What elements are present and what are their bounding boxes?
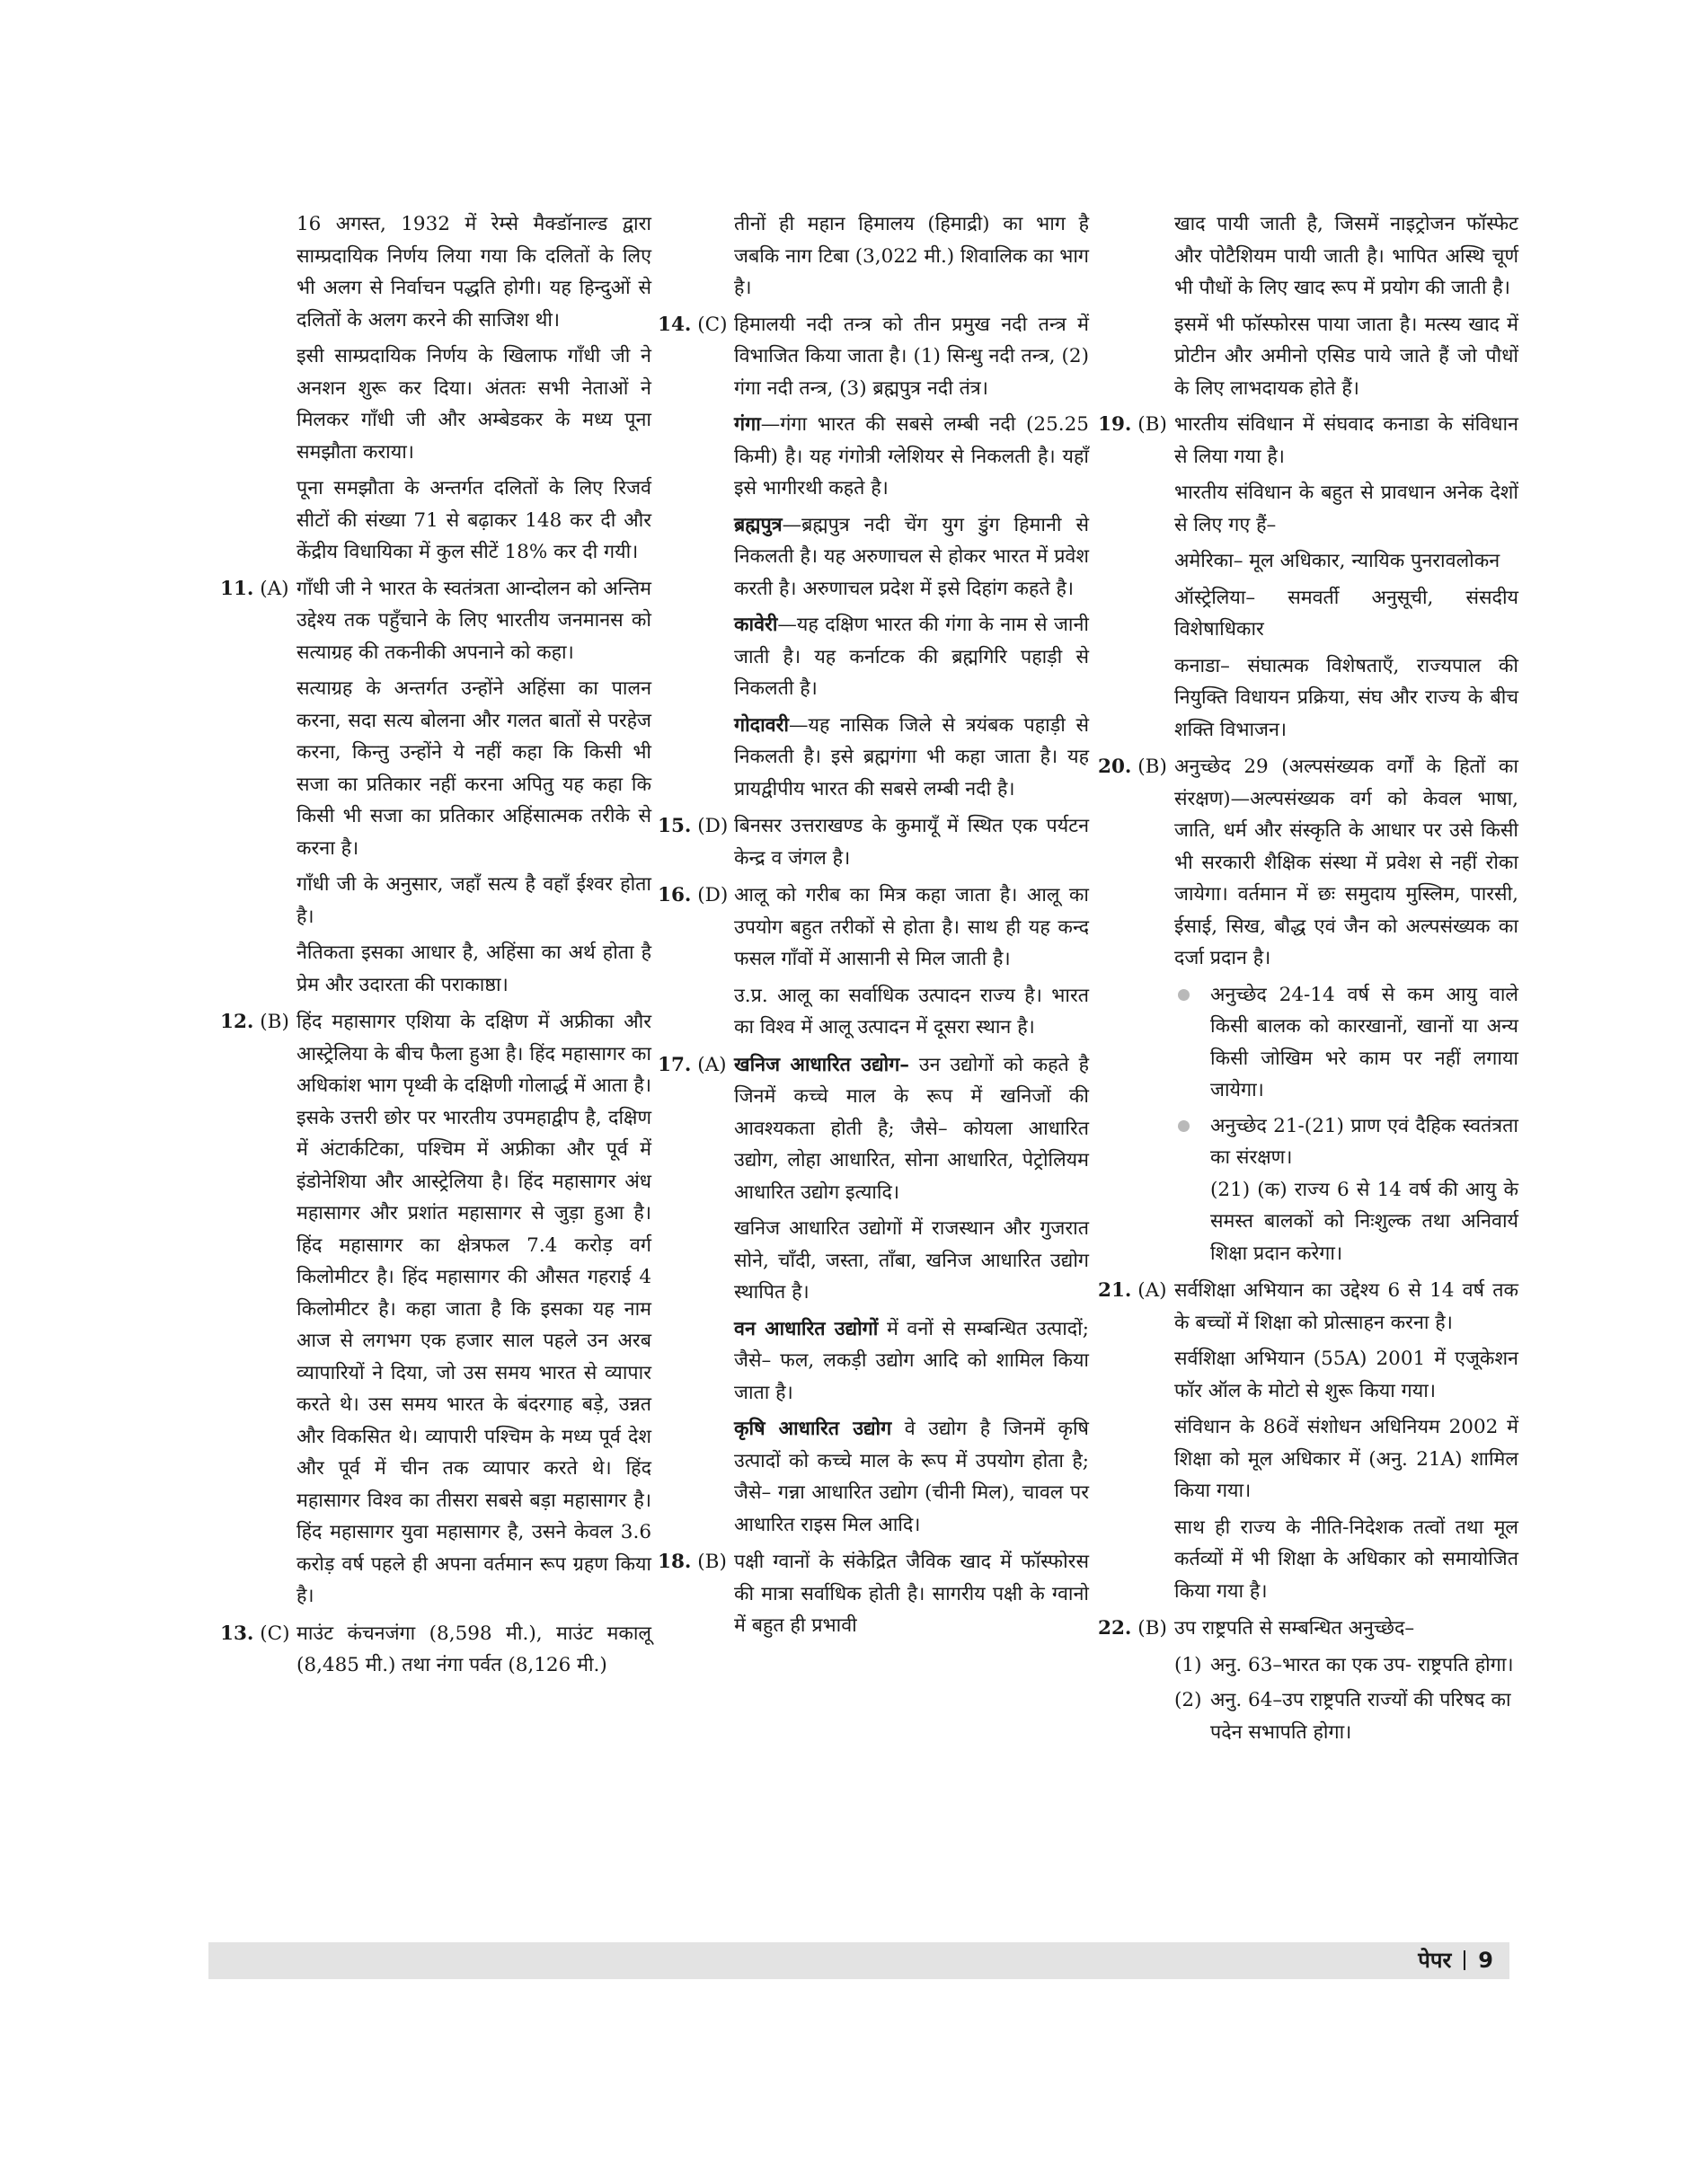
list-item-text: अनुच्छेद 24-14 वर्ष से कम आयु वाले किसी बालक को कारखानों, खानों या अन्य किसी जोखिम भरे काम पर नहीं लगाया जायेगा। <box>1210 983 1518 1101</box>
paragraph: सत्याग्रह के अन्तर्गत उन्होंने अहिंसा का पालन करना, सदा सत्य बोलना और गलत बातों से परहेज करना, किन्तु उन्होंने ये नहीं कहा कि किसी भी सजा का प्रतिकार नहीं करना अपितु यह कहा कि किसी भी सजा का प्रतिकार अहिंसात्मक तरीके से करना है। <box>296 677 651 860</box>
question-number: 11. <box>220 577 254 600</box>
answer-15 <box>658 810 1089 874</box>
term-text: —ब्रह्मपुत्र नदी चेंग युग डुंग हिमानी से निकलती है। यह अरुणाचल से होकर भारत में प्रवेश करती है। अरुणाचल प्रदेश में इसे दिहांग कहते है। <box>734 513 1089 600</box>
paragraph: 16 अगस्त, 1932 में रेम्से मैक्डॉनाल्ड द्वारा साम्प्रदायिक निर्णय लिया गया कि दलितों के लिए भी अलग से निर्वाचन पद्धति होगी। यह हिन्दुओं से दलितों के अलग करने की साजिश थी। <box>296 213 651 332</box>
answer-11 <box>220 573 651 1002</box>
paragraph: गाँधी जी ने भारत के स्वतंत्रता आन्दोलन को अन्तिम उद्देश्य तक पहुँचाने के लिए भारतीय जनमानस को सत्याग्रह की तकनीकी अपनाने को कहा। <box>296 577 651 664</box>
answer-option: (D) <box>697 815 729 837</box>
footer-label: पेपर <box>1418 1948 1452 1973</box>
answer-22 <box>1098 1613 1518 1748</box>
paragraph: हिंद महासागर एशिया के दक्षिण में अफ्रीका और आस्ट्रेलिया के बीच फैला हुआ है। हिंद महासागर का अधिकांश भाग पृथ्वी के दक्षिणी गोलार्द्ध में आता है। इसके उत्तरी छोर पर भारतीय उपमहाद्वीप है, दक्षिण में अंटार्कटिका, पश्चिम में अफ्रीका और पूर्व में इंडोनेशिया और आस्ट्रेलिया है। हिंद महासागर अंध महासागर और प्रशांत महासागर से जुड़ा हुआ है। हिंद महासागर का क्षेत्रफल 7.4 करोड़ वर्ग किलोमीटर है। हिंद महासागर की औसत गहराई 4 किलोमीटर है। कहा जाता है कि इसका यह नाम आज से लगभग एक हजार साल पहले उन अरब व्यापारियों ने दिया, जो उस समय भारत से व्यापार करते थे। उस समय भारत के बंदरगाह बड़े, उन्नत और विकसित थे। व्यापारी पश्चिम के मध्य पूर्व देश और पूर्व में चीन तक व्यापार करते थे। हिंद महासागर विश्व का तीसरा सबसे बड़ा महासागर है। हिंद महासागर युवा महासागर है, उसने केवल 3.6 करोड़ वर्ष पहले ही अपना वर्तमान रूप ग्रहण किया है। <box>296 1011 651 1607</box>
paragraph: सर्वशिक्षा अभियान का उद्देश्य 6 से 14 वर्ष तक के बच्चों में शिक्षा को प्रोत्साहन करना है। <box>1174 1279 1518 1334</box>
paragraph: अमेरिका– मूल अधिकार, न्यायिक पुनरावलोकन <box>1174 550 1500 572</box>
paragraph: आलू को गरीब का मित्र कहा जाता है। आलू का उपयोग बहुत तरीकों से होता है। साथ ही यह कन्द फसल गाँवों में आसानी से मिल जाती है। <box>734 884 1089 970</box>
answer-12 <box>220 1006 651 1613</box>
answer-label <box>658 309 727 341</box>
term-text: वे उद्योग है जिनमें कृषि उत्पादों को कच्चे माल के रूप में उपयोग होता है; जैसे– गन्ना आधारित उद्योग (चीनी मिल), चावल पर आधारित राइस मिल आदि। <box>734 1418 1089 1536</box>
column-2 <box>658 208 1089 1648</box>
paragraph: माउंट कंचनजंगा (8,598 मी.), माउंट मकालू (8,485 मी.) तथा नंगा पर्वत (8,126 मी.) <box>296 1622 651 1676</box>
answer-16 <box>658 880 1089 1044</box>
answer-option: (A) <box>1137 1279 1167 1302</box>
answer-label <box>658 1049 727 1082</box>
question-number: 12. <box>220 1011 254 1033</box>
answer-label <box>1098 1275 1167 1307</box>
paragraph: इसमें भी फॉस्फोरस पाया जाता है। मत्स्य खाद में प्रोटीन और अमीनो एसिड पाये जाते हैं जो पौधों के लिए लाभदायक होते हैं। <box>1174 313 1518 400</box>
sub-item-number: (1) <box>1174 1653 1202 1676</box>
answer-label <box>1098 751 1167 783</box>
footer-text <box>1418 1945 1493 1976</box>
paragraph: कनाडा– संघात्मक विशेषताएँ, राज्यपाल की नियुक्ति विधायन प्रक्रिया, संघ और राज्य के बीच शक्ति विभाजन। <box>1174 654 1518 741</box>
paragraph: खाद पायी जाती है, जिसमें नाइट्रोजन फॉस्फेट और पोटैशियम पायी जाती है। भापित अस्थि चूर्ण भी पौधों के लिए खाद रूप में प्रयोग की जाती है। <box>1174 213 1518 299</box>
paragraph: भारतीय संविधान में संघवाद कनाडा के संविधान से लिया गया है। <box>1174 413 1518 468</box>
paragraph: उप राष्ट्रपति से सम्बन्धित अनुच्छेद– <box>1174 1617 1415 1640</box>
list-item <box>1174 979 1518 1107</box>
sub-item-text: अनु. 63–भारत का एक उप- राष्ट्रपति होगा। <box>1210 1653 1514 1676</box>
answer-option: (B) <box>1137 413 1167 436</box>
paragraph: ऑस्ट्रेलिया– समवर्ती अनुसूची, संसदीय विशेषाधिकार <box>1174 586 1518 641</box>
q13-continuation <box>658 208 1089 305</box>
answer-label <box>220 1006 289 1039</box>
paragraph: तीनों ही महान हिमालय (हिमाद्री) का भाग है जबकि नाग टिबा (3,022 मी.) शिवालिक का भाग है। <box>734 213 1089 299</box>
term-text: में वनों से सम्बन्धित उत्पादों; जैसे– फल, लकड़ी उद्योग आदि को शामिल किया जाता है। <box>734 1317 1089 1404</box>
question-number: 17. <box>658 1053 692 1076</box>
sub-item <box>1174 1684 1518 1748</box>
term-label: वन आधारित उद्योगों <box>734 1317 879 1340</box>
bullet-icon <box>1178 989 1190 1001</box>
paragraph: उ.प्र. आलू का सर्वाधिक उत्पादन राज्य है। भारत का विश्व में आलू उत्पादन में दूसरा स्थान है। <box>734 984 1089 1039</box>
term-label: कावेरी <box>734 614 778 636</box>
paragraph: पक्षी ग्वानों के संकेद्रित जैविक खाद में फॉस्फोरस की मात्रा सर्वाधिक होती है। सागरीय पक्षी के ग्वानो में बहुत ही प्रभावी <box>734 1551 1089 1637</box>
answer-option: (B) <box>260 1011 289 1033</box>
answer-label <box>658 810 728 843</box>
page-footer <box>208 1942 1509 1979</box>
sub-item-text: अनु. 64–उप राष्ट्रपति राज्यों की परिषद का पदेन सभापति होगा। <box>1210 1689 1511 1744</box>
question-number: 18. <box>658 1551 692 1573</box>
question-number: 16. <box>658 884 692 906</box>
river-kaveri <box>734 609 1089 705</box>
paragraph: इसी साम्प्रदायिक निर्णय के खिलाफ गाँधी जी ने अनशन शुरू कर दिया। अंततः सभी नेताओं ने मिलकर गाँधी जी और अम्बेडकर के मध्य पूना समझौता कराया। <box>296 345 651 464</box>
term-label: गंगा <box>734 413 761 436</box>
answer-option: (B) <box>1137 756 1167 778</box>
list-item-subtext: (21) (क) राज्य 6 से 14 वर्ष की आयु के समस्त बालकों को निःशुल्क तथा अनिवार्य शिक्षा प्रदान करेगा। <box>1210 1178 1518 1265</box>
answer-option: (C) <box>697 313 728 336</box>
question-number: 13. <box>220 1622 254 1645</box>
paragraph: खनिज आधारित उद्योगों में राजस्थान और गुजरात सोने, चाँदी, जस्ता, ताँबा, खनिज आधारित उद्योग स्थापित है। <box>734 1217 1089 1304</box>
question-number: 20. <box>1098 756 1132 778</box>
agro-industry <box>734 1413 1089 1541</box>
answer-option: (A) <box>260 577 289 600</box>
answer-17 <box>658 1049 1089 1542</box>
term-label: कृषि आधारित उद्योग <box>734 1418 892 1440</box>
column-1 <box>220 208 651 1687</box>
answer-18 <box>658 1546 1089 1642</box>
answer-option: (D) <box>697 884 729 906</box>
q10-continuation <box>220 208 651 569</box>
river-godavari <box>734 710 1089 806</box>
answer-13 <box>220 1618 651 1682</box>
answer-label <box>220 1618 289 1650</box>
answer-label <box>658 1546 727 1578</box>
term-text: —यह नासिक जिले से त्रयंबक पहाड़ी से निकलती है। इसे ब्रह्मगंगा भी कहा जाता है। यह प्रायद्वीपीय भारत की सबसे लम्बी नदी है। <box>734 713 1089 800</box>
paragraph: हिमालयी नदी तन्त्र को तीन प्रमुख नदी तन्त्र में विभाजित किया जाता है। (1) सिन्धु नदी तन्त्र, (2) गंगा नदी तन्त्र, (3) ब्रह्मपुत्र नदी तंत्र। <box>734 313 1089 400</box>
term-text: उन उद्योगों को कहते है जिनमें कच्चे माल के रूप में खनिजों की आवश्यकता होती है; जैसे– कोयला आधारित उद्योग, लोहा आधारित, सोना आधारित, पेट्रोलियम आधारित उद्योग इत्यादि। <box>734 1053 1089 1204</box>
page-number: 9 <box>1478 1948 1493 1973</box>
bullet-list <box>1174 979 1518 1270</box>
answer-19 <box>1098 409 1518 746</box>
list-item-text: अनुच्छेद 21-(21) प्राण एवं दैहिक स्वतंत्रता का संरक्षण। <box>1210 1114 1518 1169</box>
sub-item <box>1174 1649 1518 1682</box>
question-number: 21. <box>1098 1279 1132 1302</box>
river-ganga <box>734 409 1089 505</box>
paragraph: संविधान के 86वें संशोधन अधिनियम 2002 में शिक्षा को मूल अधिकार में (अनु. 21A) शामिल किया गया। <box>1174 1416 1518 1502</box>
paragraph: अनुच्छेद 29 (अल्पसंख्यक वर्गों के हितों का संरक्षण)—अल्पसंख्यक वर्ग को केवल भाषा, जाति, धर्म और संस्कृति के आधार पर उसे किसी भी सरकारी शैक्षिक संस्था में प्रवेश से नहीं रोका जायेगा। वर्तमान में छः समुदाय मुस्लिम, पारसी, ईसाई, सिख, बौद्ध एवं जैन को अल्पसंख्यक का दर्जा प्रदान है। <box>1174 756 1518 969</box>
question-number: 19. <box>1098 413 1132 436</box>
answer-21 <box>1098 1275 1518 1607</box>
question-number: 15. <box>658 815 692 837</box>
sub-item-number: (2) <box>1174 1689 1202 1711</box>
answer-option: (B) <box>1137 1617 1167 1640</box>
paragraph: गाँधी जी के अनुसार, जहाँ सत्य है वहाँ ईश्वर होता है। <box>296 873 651 928</box>
answer-label <box>1098 1613 1167 1645</box>
term-text: —यह दक्षिण भारत की गंगा के नाम से जानी जाती है। यह कर्नाटक की ब्रह्मगिरि पहाड़ी से निकलती है। <box>734 614 1089 700</box>
answer-label <box>220 573 289 606</box>
term-text: —गंगा भारत की सबसे लम्बी नदी (25.25 किमी) है। यह गंगोत्री ग्लेशियर से निकलती है। यहाँ इसे भागीरथी कहते है। <box>734 413 1089 499</box>
forest-industry <box>734 1313 1089 1410</box>
answer-label <box>658 880 728 912</box>
paragraph: साथ ही राज्य के नीति-निदेशक तत्वों तथा मूल कर्तव्यों में भी शिक्षा के अधिकार को समायोजित किया गया है। <box>1174 1516 1518 1603</box>
question-number: 14. <box>658 313 692 336</box>
answer-20 <box>1098 751 1518 1269</box>
answer-label <box>1098 409 1167 441</box>
footer-divider <box>1464 1950 1465 1970</box>
paragraph: नैतिकता इसका आधार है, अहिंसा का अर्थ होता है प्रेम और उदारता की पराकाष्ठा। <box>296 941 651 996</box>
river-brahmaputra <box>734 509 1089 606</box>
paragraph: पूना समझौता के अन्तर्गत दलितों के लिए रिजर्व सीटों की संख्या 71 से बढ़ाकर 148 कर दी और केंद्रीय विधायिका में कुल सीटें 18% कर दी गयी। <box>296 477 651 563</box>
answer-option: (B) <box>697 1551 727 1573</box>
paragraph: बिनसर उत्तराखण्ड के कुमायूँ में स्थित एक पर्यटन केन्द्र व जंगल है। <box>734 815 1089 870</box>
paragraph: सर्वशिक्षा अभियान (55A) 2001 में एजूकेशन फॉर ऑल के मोटो से शुरू किया गया। <box>1174 1348 1518 1402</box>
answer-14 <box>658 309 1089 806</box>
mineral-industry <box>734 1049 1089 1209</box>
list-item <box>1174 1110 1518 1270</box>
question-number: 22. <box>1098 1617 1132 1640</box>
paragraph: भारतीय संविधान के बहुत से प्रावधान अनेक देशों से लिए गए हैं– <box>1174 482 1518 536</box>
bullet-icon <box>1178 1120 1190 1132</box>
answer-option: (A) <box>697 1053 727 1076</box>
q18-continuation <box>1098 208 1518 404</box>
term-label: खनिज आधारित उद्योग– <box>734 1053 910 1076</box>
term-label: ब्रह्मपुत्र <box>734 513 783 536</box>
term-label: गोदावरी <box>734 713 789 737</box>
column-3 <box>1098 208 1518 1754</box>
answer-option: (C) <box>260 1622 290 1645</box>
